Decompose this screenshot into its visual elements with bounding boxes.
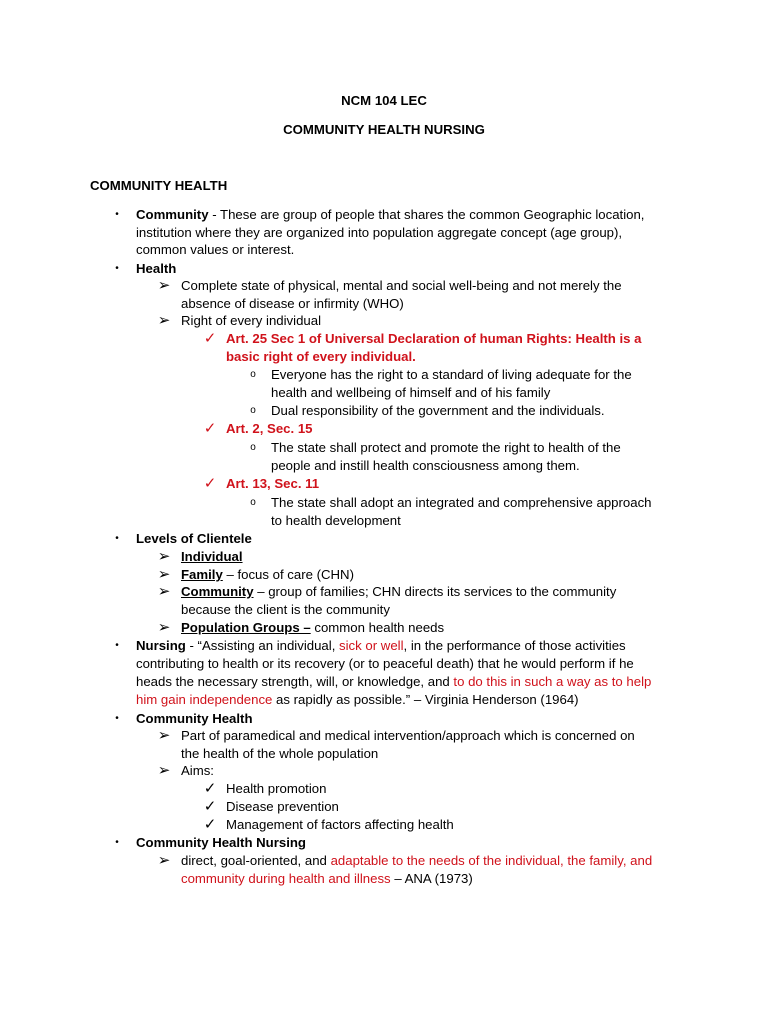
aims-label: Aims: xyxy=(181,763,214,778)
nursing-definition-line: heads the necessary strength, will, or knowledge, and to do this in such a way as to help xyxy=(136,674,652,689)
aim-item: Disease prevention xyxy=(226,799,339,814)
bullet-icon: • xyxy=(115,209,119,220)
community-health-definition-line: the health of the whole population xyxy=(181,746,379,761)
community-definition: Community - These are group of people that shares the common Geographic location, xyxy=(136,207,645,222)
community-definition-line: common values or interest. xyxy=(136,242,295,257)
arrow-icon: ➢ xyxy=(157,312,171,329)
check-icon: ✓ xyxy=(203,420,217,437)
community-health-definition: Part of paramedical and medical intervention/approach which is concerned on xyxy=(181,728,635,743)
clientele-community-line: because the client is the community xyxy=(181,602,390,617)
nursing-definition-line: him gain independence as rapidly as possible.” – Virginia Henderson (1964) xyxy=(136,692,579,707)
circle-bullet-icon: o xyxy=(250,405,256,416)
arrow-icon: ➢ xyxy=(157,762,171,779)
course-code: NCM 104 LEC xyxy=(341,93,427,108)
arrow-icon: ➢ xyxy=(157,727,171,744)
art13-point-line: to health development xyxy=(271,513,401,528)
population-term: Population Groups – xyxy=(181,620,311,635)
check-icon: ✓ xyxy=(203,780,217,797)
nursing-term: Nursing xyxy=(136,638,186,653)
chn-term: Community Health Nursing xyxy=(136,835,306,850)
arrow-icon: ➢ xyxy=(157,619,171,636)
family-term: Family xyxy=(181,567,223,582)
community-term: Community xyxy=(136,207,209,222)
clientele-population: Population Groups – common health needs xyxy=(181,620,445,635)
arrow-icon: ➢ xyxy=(157,583,171,600)
arrow-icon: ➢ xyxy=(157,548,171,565)
art25-heading: Art. 25 Sec 1 of Universal Declaration of human Rights: Health is a xyxy=(226,331,642,346)
art25-point: Everyone has the right to a standard of living adequate for the xyxy=(271,367,632,382)
bullet-icon: • xyxy=(115,640,119,651)
art2-point-line: people and instill health consciousness among them. xyxy=(271,458,580,473)
clientele-individual: Individual xyxy=(181,549,243,564)
bullet-icon: • xyxy=(115,837,119,848)
health-term: Health xyxy=(136,261,177,276)
circle-bullet-icon: o xyxy=(250,442,256,453)
art13-heading: Art. 13, Sec. 11 xyxy=(226,476,320,491)
check-icon: ✓ xyxy=(203,330,217,347)
check-icon: ✓ xyxy=(203,475,217,492)
art25-point-line: health and wellbeing of himself and of his family xyxy=(271,385,551,400)
art2-point: The state shall protect and promote the right to health of the xyxy=(271,440,621,455)
art2-heading: Art. 2, Sec. 15 xyxy=(226,421,313,436)
document-title: COMMUNITY HEALTH NURSING xyxy=(283,122,485,137)
aim-item: Health promotion xyxy=(226,781,327,796)
health-right-item: Right of every individual xyxy=(181,313,322,328)
health-definition: Complete state of physical, mental and social well-being and not merely the xyxy=(181,278,622,293)
arrow-icon: ➢ xyxy=(157,566,171,583)
art25-point: Dual responsibility of the government and the individuals. xyxy=(271,403,605,418)
bullet-icon: • xyxy=(115,713,119,724)
clientele-term: Levels of Clientele xyxy=(136,531,252,546)
chn-definition: direct, goal-oriented, and adaptable to the needs of the individual, the family, and xyxy=(181,853,653,868)
health-definition-line: absence of disease or infirmity (WHO) xyxy=(181,296,404,311)
nursing-definition: Nursing - “Assisting an individual, sick or well, in the performance of those activities xyxy=(136,638,626,653)
arrow-icon: ➢ xyxy=(157,852,171,869)
nursing-definition-line: contributing to health or its recovery (or to peaceful death) that he would perform if he xyxy=(136,656,634,671)
clientele-family: Family – focus of care (CHN) xyxy=(181,567,354,582)
bullet-icon: • xyxy=(115,263,119,274)
circle-bullet-icon: o xyxy=(250,497,256,508)
check-icon: ✓ xyxy=(203,798,217,815)
check-icon: ✓ xyxy=(203,816,217,833)
art13-point: The state shall adopt an integrated and comprehensive approach xyxy=(271,495,652,510)
art25-heading-line: basic right of every individual. xyxy=(226,349,416,364)
circle-bullet-icon: o xyxy=(250,369,256,380)
arrow-icon: ➢ xyxy=(157,277,171,294)
section-heading: COMMUNITY HEALTH xyxy=(90,178,228,193)
community-level-term: Community xyxy=(181,584,254,599)
chn-definition-line: community during health and illness – ANA (1973) xyxy=(181,871,473,886)
bullet-icon: • xyxy=(115,533,119,544)
clientele-community: Community – group of families; CHN directs its services to the community xyxy=(181,584,617,599)
community-definition-line: institution where they are organized into population aggregate concept (age group), xyxy=(136,225,623,240)
aim-item: Management of factors affecting health xyxy=(226,817,454,832)
community-health-term: Community Health xyxy=(136,711,253,726)
